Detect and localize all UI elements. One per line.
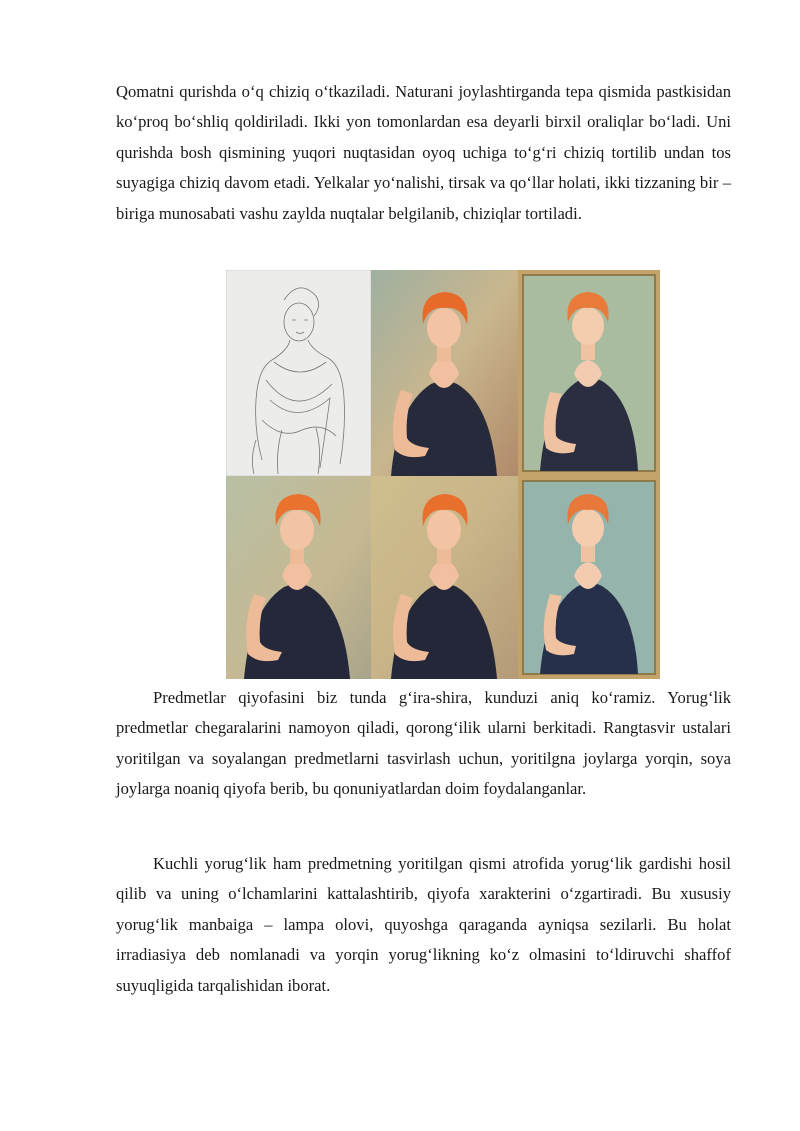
figure-panel-stage-2: [371, 270, 518, 476]
figure-panel-stage-4: [226, 476, 371, 679]
sketch-illustration: [226, 270, 371, 476]
portrait-stages-figure: [226, 270, 660, 679]
paragraph-2: [116, 683, 731, 805]
paragraph-text: Predmetlar qiyofasini biz tunda g‘ira-shira, kunduzi aniq ko‘ramiz. Yorug‘lik predmetlar chegaralarini namoyon qiladi, qorong‘ilik ularni berkitadi. Rangtasvir ustalari yoritilgan va soyalangan predmetlarni tasvirlash uchun, yoritilgna joylarga yorqin, soya joylarga noaniq qiyofa berib, bu qonuniyatlardan doim foydalanganlar.: [116, 688, 731, 799]
portrait-illustration: [226, 476, 371, 679]
figure-panel-sketch: [226, 270, 371, 476]
figure-panel-stage-5: [371, 476, 518, 679]
portrait-illustration: [518, 476, 660, 679]
figure-panel-stage-3: [518, 270, 660, 476]
figure-panel-stage-6: [518, 476, 660, 679]
portrait-illustration: [371, 476, 518, 679]
paragraph-3: [116, 849, 731, 1001]
paragraph-1: [116, 77, 731, 229]
portrait-illustration: [518, 270, 660, 476]
paragraph-text: Kuchli yorug‘lik ham predmetning yoritilgan qismi atrofida yorug‘lik gardishi hosil qilib va uning o‘lchamlarini kattalashtirib, qiyofa xarakterini o‘zgartiradi. Bu xususiy yorug‘lik manbaiga – lampa olovi, quyoshga qaraganda ayniqsa sezilarli. Bu holat irradiasiya deb nomlanadi va yorqin yorug‘likning ko‘z olmasini to‘ldiruvchi shaffof suyuqligida tarqalishidan iborat.: [116, 854, 731, 995]
paragraph-text: Qomatni qurishda o‘q chiziq o‘tkaziladi. Naturani joylashtirganda tepa qismida pastkisidan ko‘proq bo‘shliq qoldiriladi. Ikki yon tomonlardan esa deyarli birxil oraliqlar bo‘ladi. Uni qurishda bosh qismining yuqori nuqtasidan oyoq uchiga to‘g‘ri chiziq tortilib undan tos suyagiga chiziq davom etadi. Yelkalar yo‘nalishi, tirsak va qo‘llar holati, ikki tizzaning bir – biriga munosabati vashu zaylda nuqtalar belgilanib, chiziqlar tortiladi.: [116, 82, 731, 223]
portrait-illustration: [371, 270, 518, 476]
